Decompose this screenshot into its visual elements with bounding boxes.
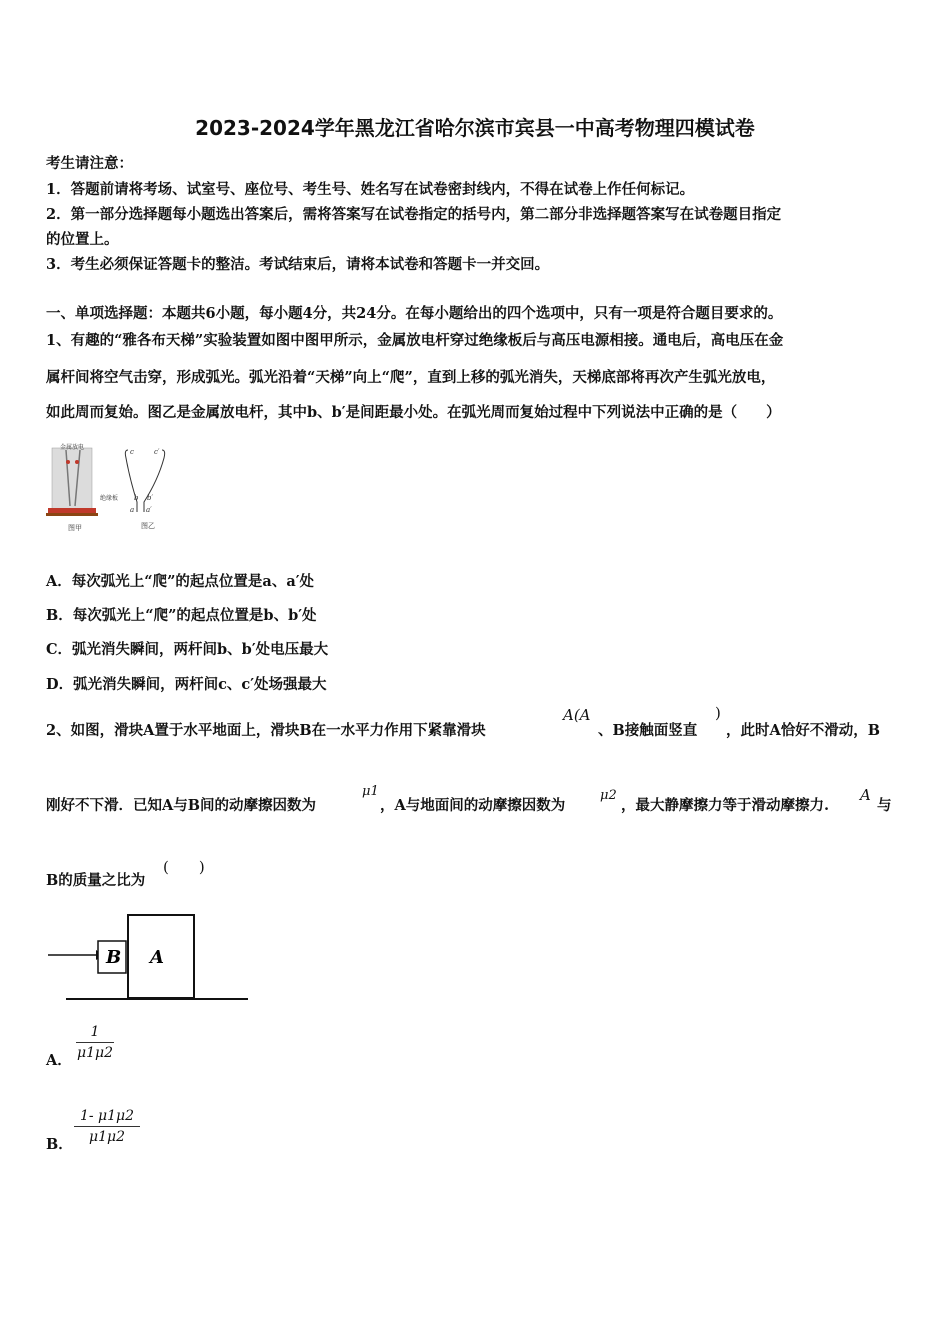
q2-line-3-paren: ( ) — [163, 858, 205, 876]
fig-b-rod-left — [125, 450, 137, 512]
q1-line-3: 如此周而复始。图乙是金属放电杆，其中b、b′是间距最小处。在弧光周而复始过程中下列说法中正确的是（ ） — [46, 404, 781, 421]
fig-b-caption: 图乙 — [141, 522, 155, 530]
q2-option-b-fraction — [74, 1108, 140, 1145]
fig-b-rod-right — [144, 450, 165, 512]
q1-option-d: D．弧光消失瞬间，两杆间c、c′处场强最大 — [46, 676, 327, 693]
q2-line-3: B的质量之比为 — [46, 872, 146, 889]
fig-b-label-a-prime: a′ — [146, 506, 152, 514]
q2-line-2-and: 与 — [877, 797, 892, 814]
q2-figure — [44, 910, 254, 1005]
notice-item-2-cont: 的位置上。 — [46, 231, 119, 248]
block-b-label: B — [106, 947, 122, 968]
fig-b-label-c: c — [130, 448, 134, 456]
q1-line-1: 1、有趣的“雅各布天梯”实验装置如图中图甲所示，金属放电杆穿过绝缘板后与高压电源相接。通电后，高电压在金 — [46, 332, 784, 349]
q2-option-a-label: A． — [46, 1052, 72, 1069]
fig-a-caption: 图甲 — [68, 524, 82, 532]
notice-item-3: 3．考生必须保证答题卡的整洁。考试结束后，请将本试卷和答题卡一并交回。 — [46, 256, 550, 273]
q2-mu2: μ2 — [600, 788, 617, 803]
q1-option-b: B．每次弧光上“爬”的起点位置是b、b′处 — [46, 607, 317, 624]
q2-option-b-numerator: 1- μ1μ2 — [74, 1108, 140, 1127]
q2-option-b-denominator: μ1μ2 — [88, 1129, 125, 1145]
q1-line-2: 属杆间将空气击穿，形成弧光。弧光沿着“天梯”向上“爬”，直到上移的弧光消失，天梯底部将再次产生弧光放电， — [46, 369, 776, 386]
q2-line-2-start: 刚好不下滑．已知A与B间的动摩擦因数为 — [46, 797, 317, 814]
fig-b-label-c-prime: c′ — [154, 448, 160, 456]
fig-a-spark — [75, 460, 79, 464]
q2-line-2-A: A — [860, 786, 871, 804]
q2-line-1-float: A(A — [563, 706, 591, 724]
notice-item-2: 2．第一部分选择题每小题选出答案后，需将答案写在试卷指定的括号内，第二部分非选择题答案写在试卷题目指定 — [46, 206, 782, 223]
section-1-heading: 一、单项选择题：本题共6小题，每小题4分，共24分。在每小题给出的四个选项中，只有一项是符合题目要求的。 — [46, 305, 783, 322]
q2-mu1: μ1 — [362, 784, 379, 799]
fig-a-spark — [66, 460, 70, 464]
notice-item-1: 1．答题前请将考场、试室号、座位号、考生号、姓名写在试卷密封线内，不得在试卷上作任何标记。 — [46, 181, 695, 198]
q2-line-2-end: ，最大静摩擦力等于滑动摩擦力. — [621, 797, 830, 814]
fig-a-backdrop — [52, 448, 92, 510]
q1-option-c: C．弧光消失瞬间，两杆间b、b′处电压最大 — [46, 641, 329, 658]
fig-a-rod-label: 金属放电 — [60, 444, 85, 451]
q2-option-b-label: B． — [46, 1136, 73, 1153]
q2-line-2-mid: ，A与地面间的动摩擦因数为 — [380, 797, 566, 814]
exam-title: 2023-2024学年黑龙江省哈尔滨市宾县一中高考物理四模试卷 — [195, 116, 755, 140]
notice-heading: 考生请注意： — [46, 155, 133, 172]
q2-option-a-fraction — [76, 1024, 114, 1061]
q1-option-a: A．每次弧光上“爬”的起点位置是a、a′处 — [46, 573, 315, 590]
fig-b-label-a: a — [130, 506, 135, 514]
q2-option-a-numerator: 1 — [76, 1024, 114, 1043]
q2-line-1-end: ，此时A恰好不滑动，B — [726, 722, 881, 739]
fig-a-board — [48, 508, 96, 513]
fig-a-board-label: 绝缘板 — [100, 495, 119, 502]
q2-line-1-start: 2、如图，滑块A置于水平地面上，滑块B在一水平力作用下紧靠滑块 — [46, 722, 486, 739]
fig-b-label-b: b — [134, 494, 139, 502]
fig-b-label-b-prime: b′ — [147, 494, 154, 502]
q1-figure — [44, 440, 174, 535]
block-a-label: A — [150, 947, 164, 968]
fig-a-base — [46, 513, 98, 516]
q2-line-1-mid: 、B接触面竖直 — [598, 722, 698, 739]
q2-line-1-paren: ) — [715, 704, 721, 722]
q2-option-a-denominator: μ1μ2 — [76, 1045, 113, 1061]
